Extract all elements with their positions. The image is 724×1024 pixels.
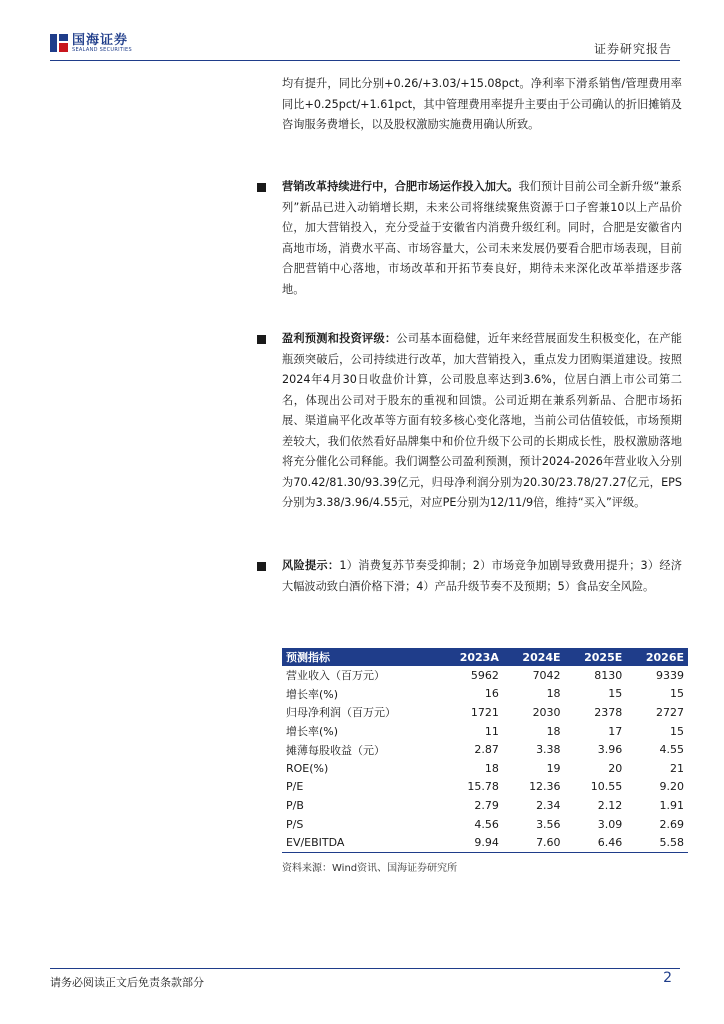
logo-cn-text: 国海证券 [72, 32, 129, 48]
table-header-cell: 预测指标 [282, 648, 440, 666]
bullet-risk-warning [282, 556, 682, 597]
bullet-forecast-rating [282, 329, 682, 514]
table-cell: 7042 [532, 668, 561, 682]
table-cell: P/B [286, 798, 304, 812]
table-cell: 归母净利润（百万元） [286, 706, 396, 720]
table-cell: 12.36 [529, 780, 561, 794]
table-cell: 2.34 [536, 798, 561, 812]
table-row [282, 666, 688, 685]
table-cell: 10.55 [590, 780, 623, 794]
table-cell: ROE(%) [286, 761, 329, 775]
table-cell: 4.55 [659, 743, 684, 757]
table-cell: 20 [608, 761, 623, 775]
table-cell: 7.60 [503, 833, 565, 852]
page-number: 2 [663, 970, 672, 986]
table-cell: P/E [286, 780, 304, 794]
footer-disclaimer: 请务必阅读正文后免责条款部分 [50, 976, 204, 989]
bullet-text: 公司基本面稳健，近年来经营展面发生积极变化，在产能瓶颈突破后，公司持续进行改革，加大营销投入，重点发力团购渠道建设。按照2024年4月30日收盘价计算，公司股息率达到3.6%，位居白酒上市公司第二名，体现出公司对于股东的重视和回馈。公司近期在兼系列新品、合肥市场拓展、渠道扁平化改革等方面有较多核心变化落地，当前公司估值较低，市场预期差较大，我们依然看好品牌集中和价位升级下公司的长期成长性，股权激励落地将充分催化公司释能。我们调整公司盈利预测，预计2024-2026年营业收入分别为70.42/81.30/93.39亿元，归母净利润分别为20.30/23.78/27.27亿元，EPS分别为3.38/3.96/4.55元，对应PE分别为12/11/9倍，维持“买入”评级。 [282, 332, 682, 509]
table-row [282, 778, 688, 797]
footer-divider [50, 968, 680, 969]
table-cell: 2.87 [474, 743, 499, 757]
table-header-cell: 2026E [626, 648, 688, 666]
header-divider [50, 60, 680, 61]
table-cell: 2.12 [597, 798, 623, 812]
table-cell: 16 [484, 687, 499, 701]
table-cell: P/S [286, 817, 304, 831]
table-row [282, 722, 688, 741]
table-cell: 3.09 [597, 817, 623, 831]
paragraph-text: 均有提升，同比分别+0.26/+3.03/+15.08pct。净利率下滑系销售/管理费用率同比+0.25pct/+1.61pct，其中管理费用率提升主要由于公司确认的折旧摊销及咨询服务费增长，以及股权激励实施费用确认所致。 [282, 77, 682, 131]
table-cell: 15 [670, 687, 684, 701]
table-cell: 9339 [656, 668, 684, 682]
table-cell: 2.79 [474, 798, 499, 812]
table-cell: 增长率(%) [286, 725, 339, 739]
table-cell: 18 [484, 761, 499, 775]
table-source: 资料来源：Wind资讯、国海证券研究所 [282, 863, 458, 874]
table-cell: 15 [670, 724, 684, 738]
table-row [282, 796, 688, 815]
table-row [282, 833, 688, 852]
forecast-table [282, 648, 688, 853]
table-header-cell: 2023A [440, 648, 503, 666]
table-cell: 9.94 [440, 833, 503, 852]
table-cell: 2378 [594, 705, 623, 719]
bullet-marketing-reform [282, 177, 682, 300]
table-cell: 3.96 [597, 743, 623, 757]
table-cell: 营业收入（百万元） [286, 669, 385, 683]
table-cell: 18 [546, 724, 561, 738]
table-cell: 8130 [594, 668, 623, 682]
table-cell: 2.69 [659, 817, 684, 831]
table-cell: 9.20 [659, 780, 684, 794]
table-header-cell: 2024E [503, 648, 565, 666]
table-cell: 19 [546, 761, 561, 775]
bullet-square-icon [257, 183, 266, 192]
table-cell: 21 [670, 761, 684, 775]
report-type: 证券研究报告 [593, 42, 672, 56]
table-row [282, 703, 688, 722]
bullet-square-icon [257, 562, 266, 571]
table-cell: 6.46 [565, 833, 627, 852]
logo-icon [50, 34, 68, 52]
table-header-cell: 2025E [565, 648, 627, 666]
table-cell: 2727 [656, 705, 684, 719]
table-cell: 5.58 [626, 833, 688, 852]
bullet-title: 盈利预测和投资评级： [282, 332, 397, 345]
table-cell: 2030 [532, 705, 561, 719]
table-cell: 1.91 [659, 798, 684, 812]
table-row [282, 685, 688, 704]
table-cell: 3.56 [536, 817, 561, 831]
table-cell: 增长率(%) [286, 687, 339, 701]
table-cell: 17 [608, 724, 623, 738]
table-cell: 18 [546, 687, 561, 701]
table-cell: 3.38 [536, 743, 561, 757]
bullet-title: 风险提示： [282, 559, 340, 572]
company-logo [50, 33, 132, 53]
paragraph-continued [282, 74, 682, 136]
table-cell: 5962 [470, 668, 499, 682]
logo-en-text: SEALAND SECURITIES [72, 46, 132, 53]
table-cell: 15.78 [467, 780, 499, 794]
table-header-row [282, 648, 688, 666]
table-cell: 4.56 [474, 817, 499, 831]
table-cell: 15 [608, 687, 623, 701]
bullet-square-icon [257, 335, 266, 344]
table-cell: 摊薄每股收益（元） [286, 743, 385, 757]
table-row [282, 759, 688, 778]
table-cell: 11 [484, 724, 499, 738]
bullet-text: 1）消费复苏节奏受抑制；2）市场竞争加剧导致费用提升；3）经济大幅波动致白酒价格下滑；4）产品升级节奏不及预期；5）食品安全风险。 [282, 559, 682, 593]
table-cell: EV/EBITDA [282, 833, 440, 852]
table-cell: 1721 [470, 705, 499, 719]
bullet-text: 我们预计目前公司全新升级“兼系列”新品已进入动销增长期，未来公司将继续聚焦资源于口子窖兼10以上产品价位，加大营销投入，充分受益于安徽省内消费升级红利。同时，合肥是安徽省内高地市场，消费水平高、市场容量大，公司未来发展仍要看合肥市场表现，目前合肥营销中心落地，市场改革和开拓节奏良好，期待未来深化改革举措逐步落地。 [282, 180, 682, 296]
table-row [282, 815, 688, 834]
table-row [282, 740, 688, 759]
bullet-title: 营销改革持续进行中，合肥市场运作投入加大。 [282, 180, 519, 193]
